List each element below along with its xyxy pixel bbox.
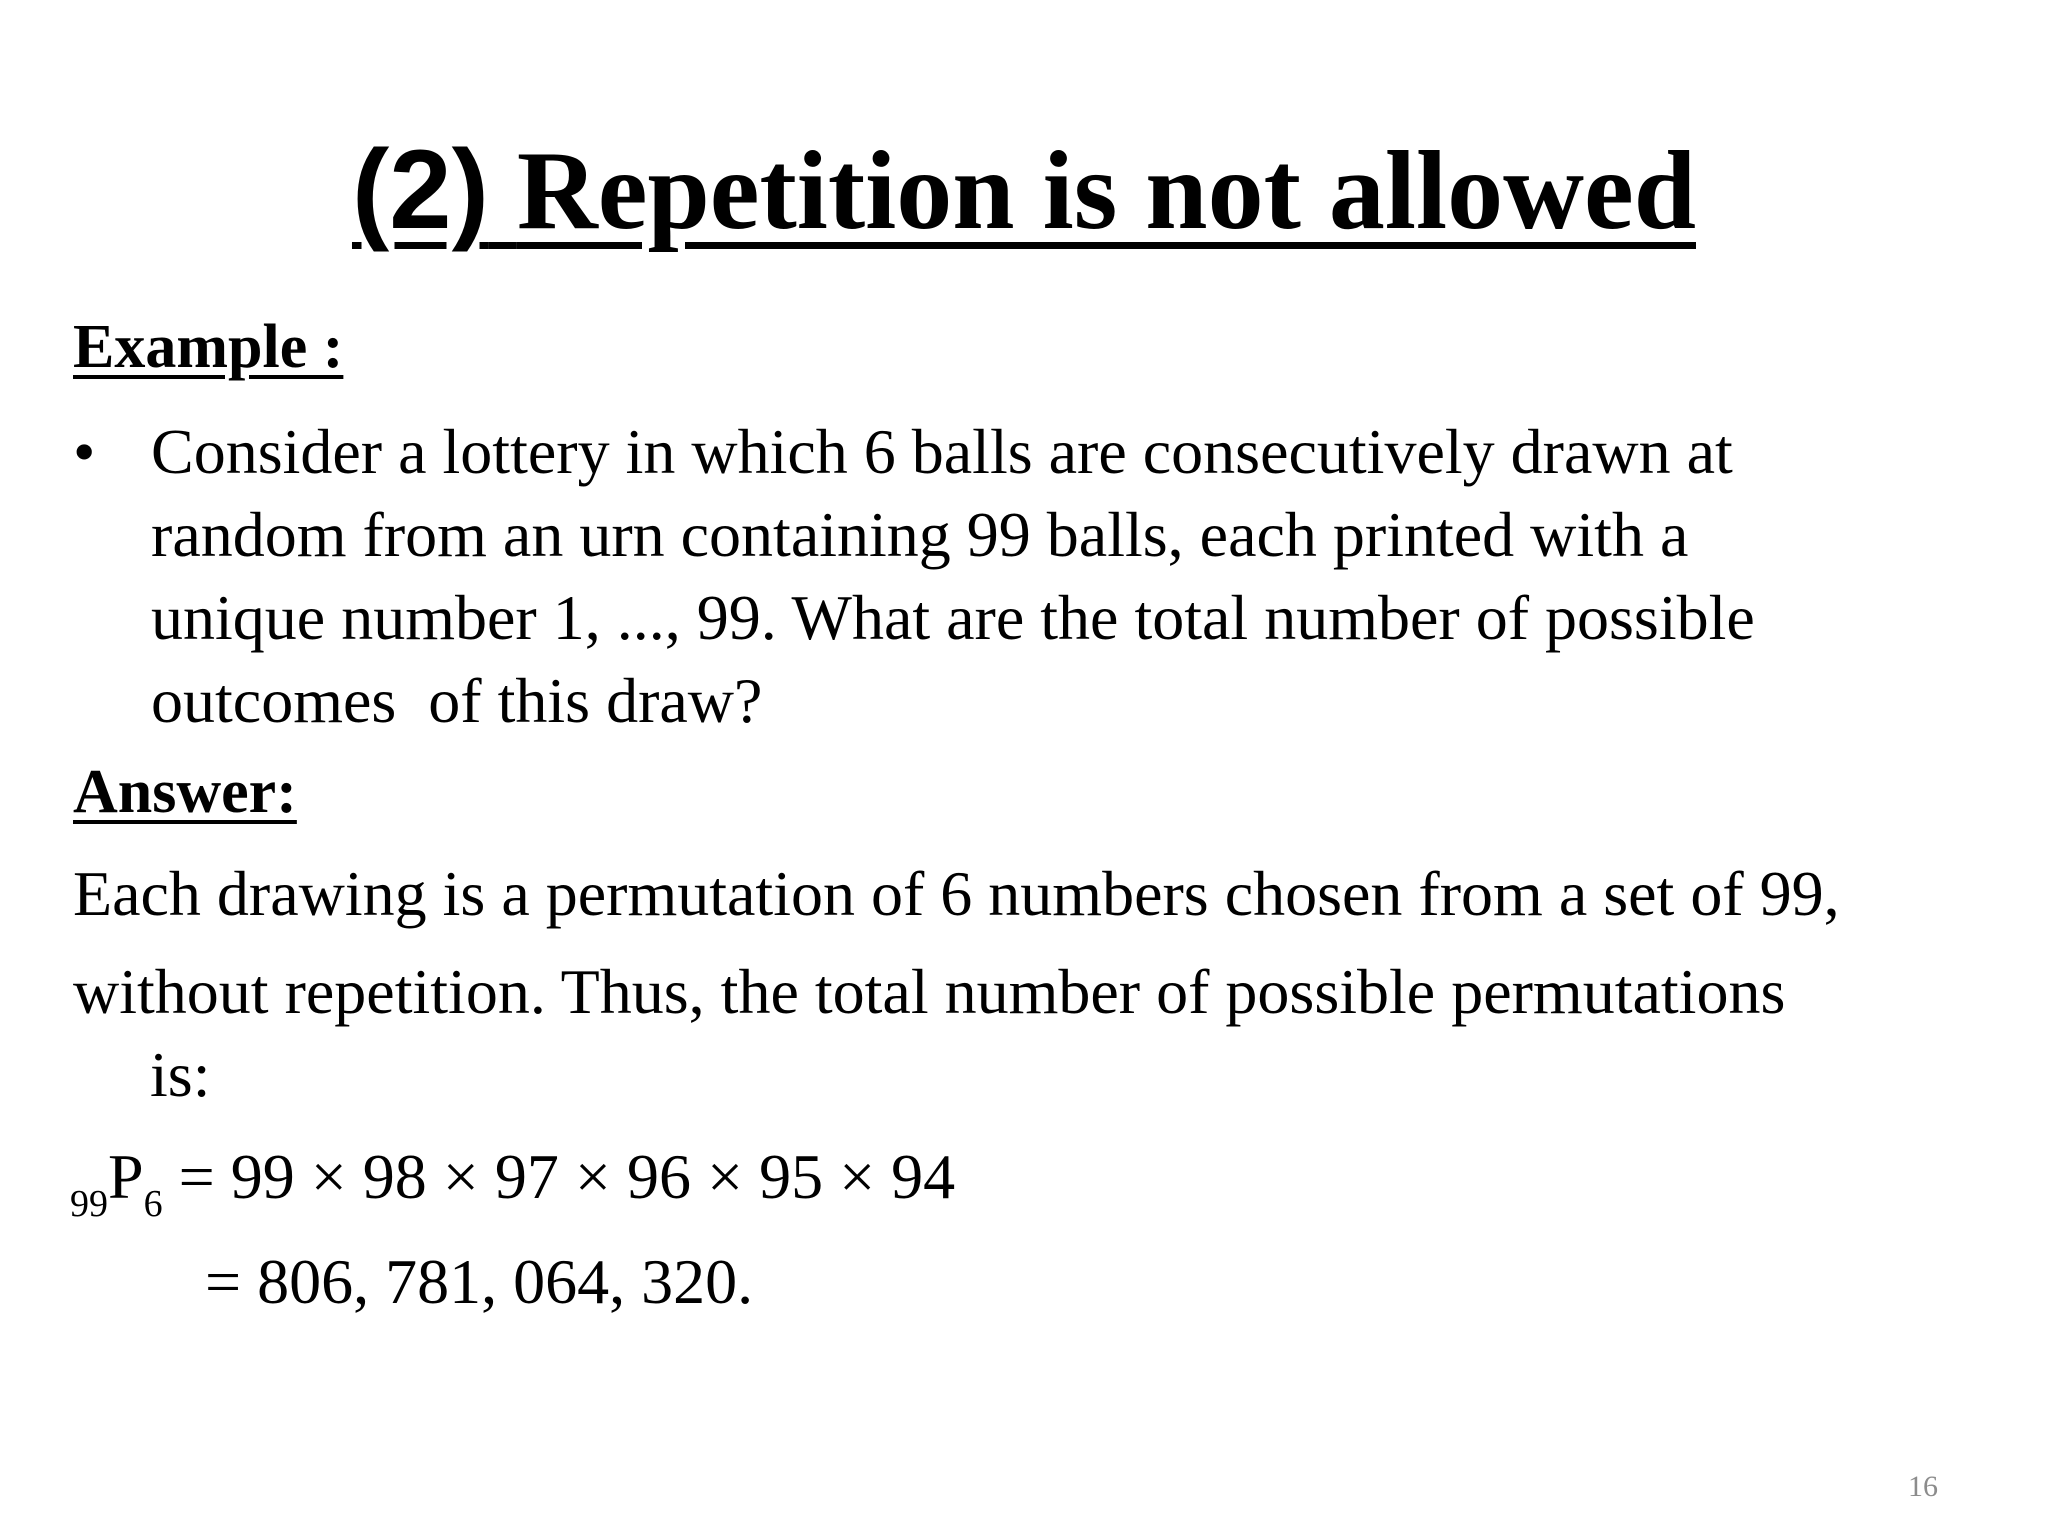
formula-post-subscript: 6 bbox=[143, 1183, 163, 1225]
slide-title-main: Repetition is not allowed bbox=[516, 129, 1696, 253]
example-heading: Example : bbox=[73, 313, 344, 381]
bullet-icon: • bbox=[73, 416, 96, 487]
example-line: unique number 1, ..., 99. What are the total number of possible bbox=[151, 582, 1755, 653]
formula-result: = 806, 781, 064, 320. bbox=[205, 1246, 754, 1317]
slide-title-text bbox=[489, 129, 517, 253]
example-line: outcomes of this draw? bbox=[151, 665, 763, 736]
slide-title-number: (2) bbox=[351, 127, 489, 252]
example-text bbox=[151, 410, 1755, 742]
example-line: Consider a lottery in which 6 balls are consecutively drawn at bbox=[151, 416, 1733, 487]
page-number: 16 bbox=[1908, 1470, 1938, 1503]
permutation-formula bbox=[70, 1135, 955, 1228]
answer-heading: Answer: bbox=[73, 758, 297, 826]
formula-pre-subscript: 99 bbox=[70, 1183, 108, 1225]
example-line: random from an urn containing 99 balls, each printed with a bbox=[151, 499, 1689, 570]
slide-title bbox=[0, 128, 2048, 253]
answer-line: without repetition. Thus, the total number of possible permutations bbox=[73, 956, 1786, 1027]
formula-symbol: P bbox=[108, 1141, 144, 1212]
formula-expression: = 99 × 98 × 97 × 96 × 95 × 94 bbox=[162, 1141, 956, 1212]
answer-line: Each drawing is a permutation of 6 numbers chosen from a set of 99, bbox=[73, 858, 1840, 929]
answer-line: is: bbox=[150, 1039, 211, 1110]
